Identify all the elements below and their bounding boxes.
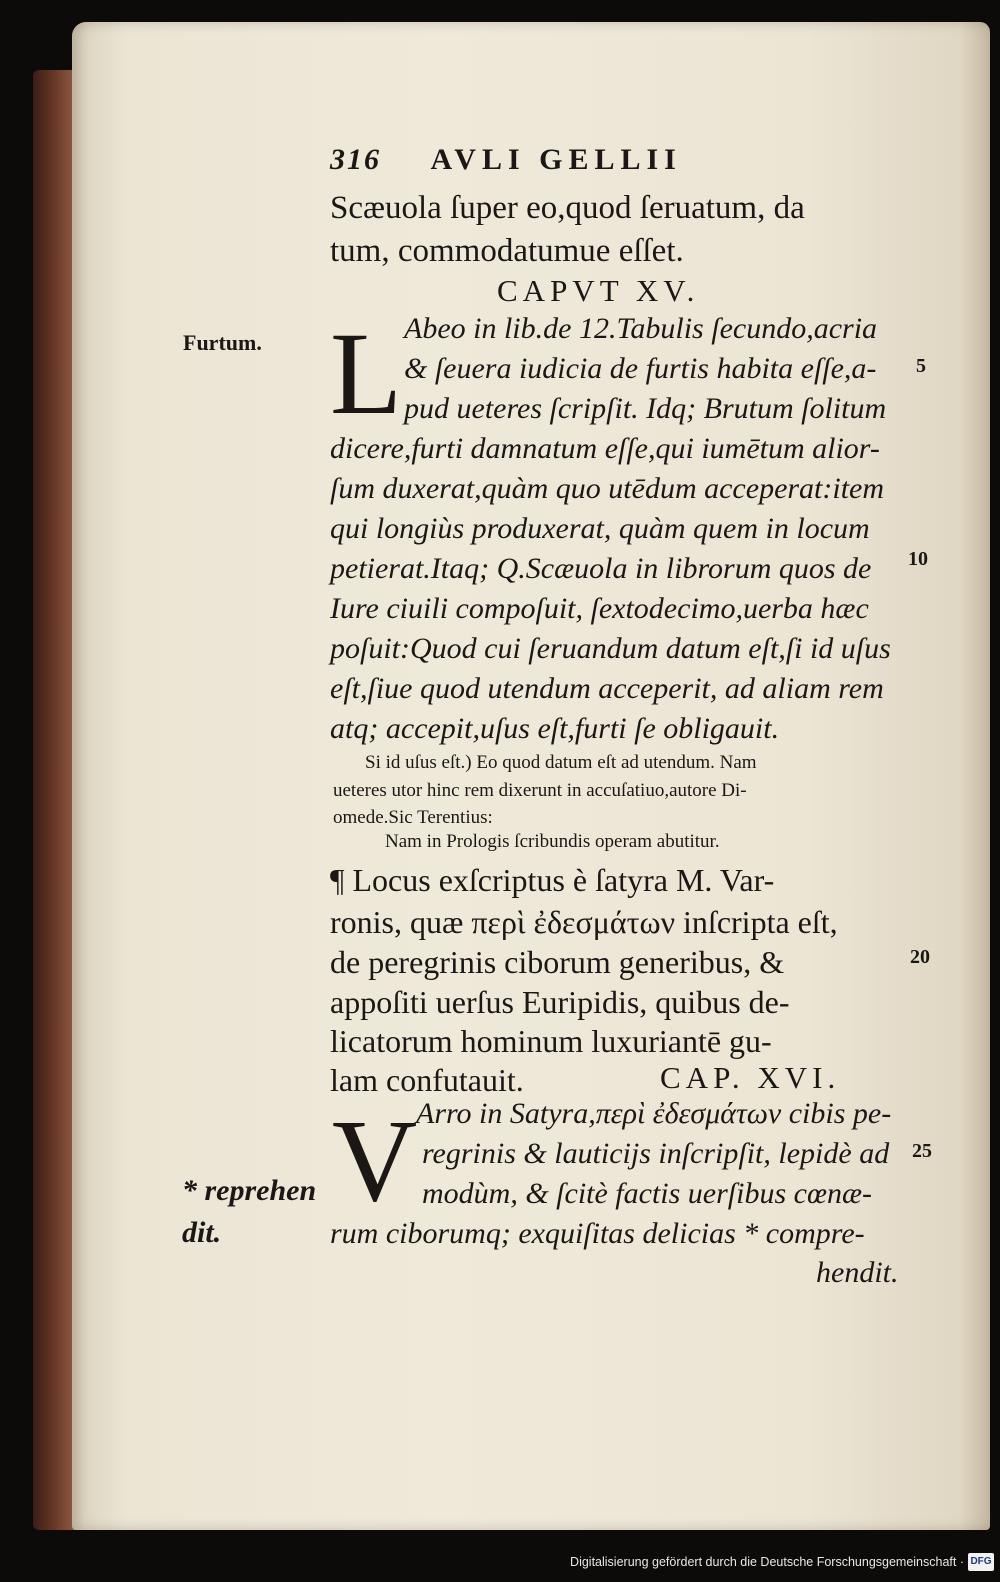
line-number: 5 (916, 355, 926, 377)
margin-note: Furtum. (183, 330, 262, 355)
summary-line: licatorum hominum luxuriantē gu- (330, 1023, 772, 1059)
text-line: modùm, & ſcitè factis uerſibus cœnæ- (422, 1177, 872, 1210)
line-number: 20 (910, 946, 930, 968)
summary-line: ¶ Locus exſcriptus è ſatyra M. Var- (330, 862, 775, 898)
summary-line: appoſiti uerſus Euripidis, quibus de- (330, 984, 790, 1020)
note-line: Si id uſus eſt.) Eo quod datum eſt ad utendum. Nam (365, 752, 757, 773)
summary-line: de peregrinis ciborum generibus, & (330, 944, 785, 980)
note-line: Nam in Prologis ſcribundis operam abutitur. (385, 831, 720, 852)
text-line: pud ueteres ſcripſit. Idq; Brutum ſolitum (404, 392, 887, 425)
text-line: qui longiùs produxerat, quàm quem in locum (330, 512, 870, 545)
text-line: & ſeuera iudicia de furtis habita eſſe,a- (404, 352, 877, 385)
text-line: hendit. (816, 1256, 899, 1289)
note-line: omede.Sic Terentius: (333, 807, 493, 828)
text-line: Arro in Satyra,περὶ ἐδεσμάτων cibis pe- (416, 1097, 892, 1130)
margin-note: * reprehen (182, 1174, 317, 1207)
text-line: rum ciborumq; exquiſitas delicias * compre- (330, 1217, 865, 1250)
text-line: dicere,furti damnatum eſſe,qui iumētum alior- (330, 432, 880, 465)
text-line: Abeo in lib.de 12.Tabulis ſecundo,acria (404, 312, 878, 345)
text-line: atq; accepit,uſus eſt,furti ſe obligauit. (330, 712, 780, 745)
line-number: 10 (908, 548, 928, 570)
text-line: tum, commodatumue eſſet. (330, 233, 684, 269)
running-head (330, 143, 682, 177)
drop-cap: L (330, 308, 403, 439)
line-number: 25 (912, 1140, 932, 1162)
page-shadow (960, 22, 990, 1530)
drop-cap: V (332, 1095, 418, 1226)
chapter-heading: CAPVT XV. (497, 273, 700, 308)
text-line: regrinis & lauticijs inſcripſit, lepidè ad (422, 1137, 890, 1170)
note-line: ueteres utor hinc rem dixerunt in accuſatiuo,autore Di- (333, 780, 747, 801)
text-line: Iure ciuili compoſuit, ſextodecimo,uerba hæc (330, 592, 869, 625)
page-number: 316 (330, 143, 381, 176)
summary-line: lam confutauit. (330, 1062, 524, 1098)
text-line: petierat.Itaq; Q.Scæuola in librorum quos de (330, 552, 872, 585)
text-line: eſt,ſiue quod utendum acceperit, ad aliam rem (330, 672, 884, 705)
text-line: poſuit:Quod cui ſeruandum datum eſt,ſi id uſus (330, 632, 891, 665)
summary-line: ronis, quæ περὶ ἐδεσμάτων inſcripta eſt, (330, 904, 838, 940)
dfg-logo-icon: DFG (968, 1553, 994, 1571)
text-line: ſum duxerat,quàm quo utēdum acceperat:item (330, 472, 885, 505)
footer-credit: Digitalisierung gefördert durch die Deutsche Forschungsgemeinschaft · (570, 1555, 964, 1569)
running-title: AVLI GELLII (430, 143, 682, 176)
margin-note: dit. (182, 1216, 222, 1249)
chapter-heading: CAP. XVI. (660, 1060, 841, 1095)
text-line: Scæuola ſuper eo,quod ſeruatum, da (330, 190, 805, 226)
